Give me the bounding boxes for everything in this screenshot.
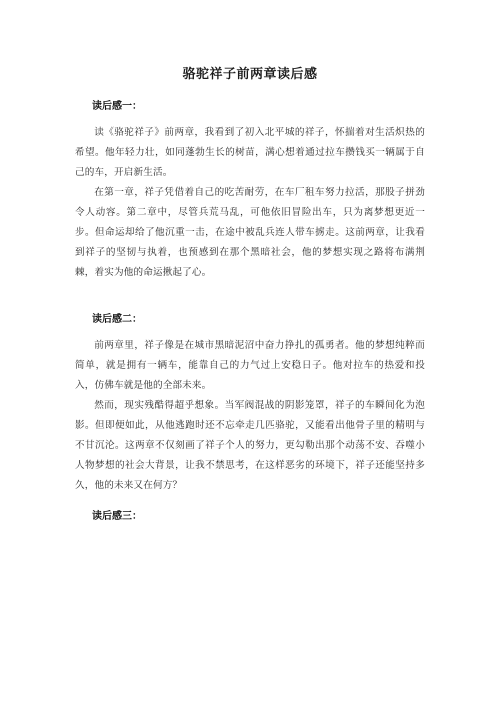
section-heading: 读后感三： <box>92 511 142 522</box>
section-spacer <box>75 283 425 313</box>
section-3 <box>75 510 425 524</box>
paragraph: 在第一章，祥子凭借着自己的吃苦耐劳，在车厂租车努力拉活，那股子拼劲令人动容。第二章中，尽管兵荒马乱，可他依旧冒险出车，只为离梦想更近一步。但命运却给了他沉重一击，在途中被乱兵连人带车掳走。这前两章，让我看到祥子的坚韧与执着，也预感到在那个黑暗社会，他的梦想实现之路将布满荆棘，着实为他的命运揪起了心。 <box>75 187 425 278</box>
paragraph: 然而，现实残酷得超乎想象。当军阀混战的阴影笼罩，祥子的车瞬间化为泡影。但即便如此，从他逃跑时还不忘牵走几匹骆驼，又能看出他骨子里的精明与不甘沉沦。这两章不仅刻画了祥子个人的努力，更勾勒出那个动荡不安、吞噬小人物梦想的社会大背景，让我不禁思考，在这样恶劣的环境下，祥子还能坚持多久，他的未来又在何方？ <box>75 400 425 491</box>
section-2 <box>75 313 425 496</box>
paragraph: 读《骆驼祥子》前两章，我看到了初入北平城的祥子，怀揣着对生活炽热的希望。他年轻力壮，如同蓬勃生长的树苗，满心想着通过拉车攒钱买一辆属于自己的车，开启新生活。 <box>75 127 425 178</box>
section-spacer <box>75 496 425 510</box>
section-1 <box>75 100 425 283</box>
paragraph: 前两章里，祥子像是在城市黑暗泥沼中奋力挣扎的孤勇者。他的梦想纯粹而简单，就是拥有一辆车，能靠自己的力气过上安稳日子。他对拉车的热爱和投入，仿佛车就是他的全部未来。 <box>75 340 425 391</box>
section-heading: 读后感二： <box>92 314 142 325</box>
section-heading: 读后感一： <box>92 101 142 112</box>
document-title: 骆驼祥子前两章读后感 <box>182 67 318 82</box>
